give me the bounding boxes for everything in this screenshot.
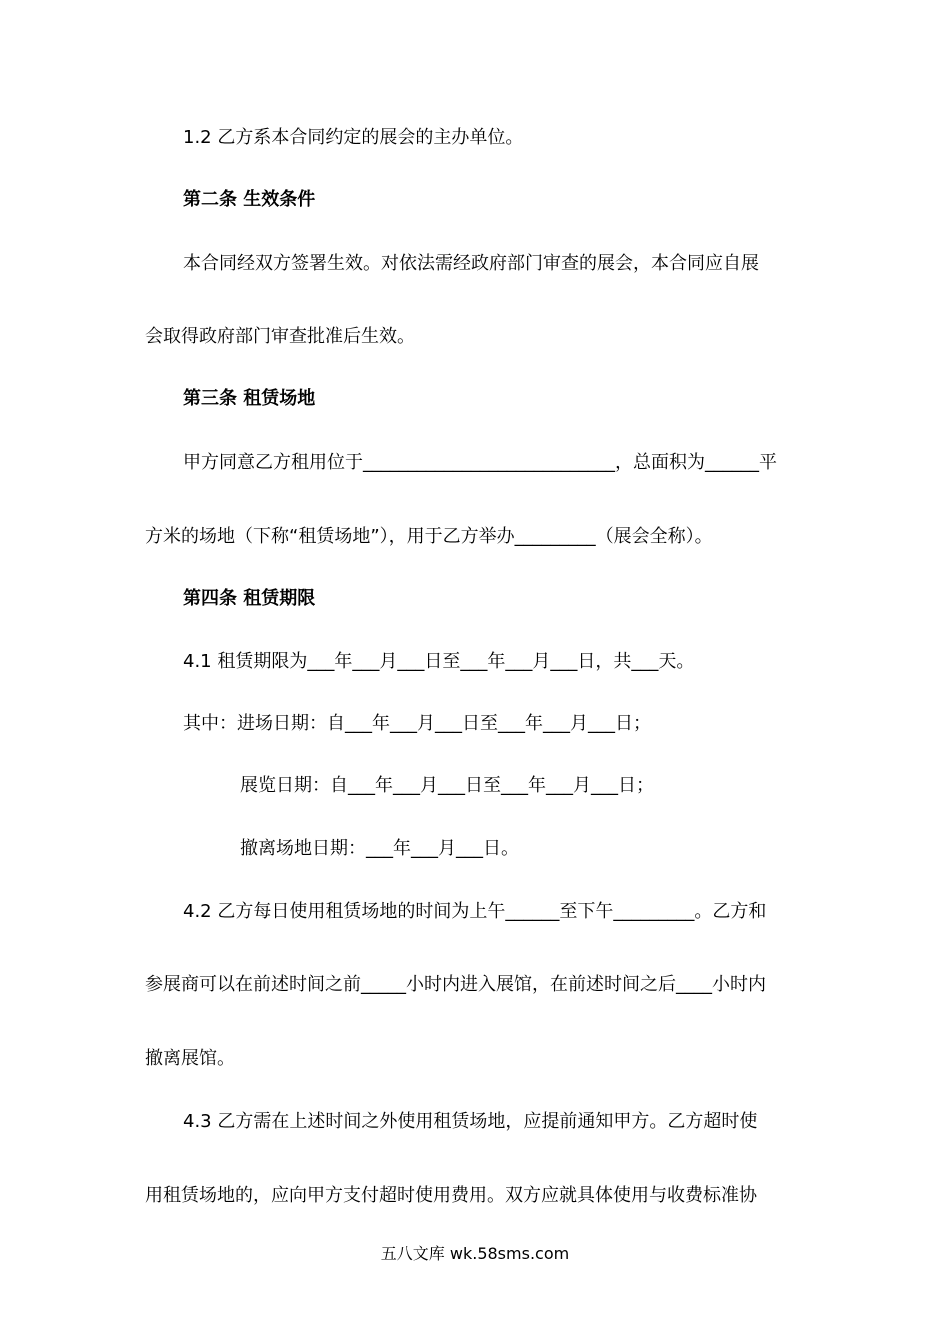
clause-1-2: 1.2 乙方系本合同约定的展会的主办单位。 <box>183 127 524 148</box>
clause-4-3-line-2: 用租赁场地的，应向甲方支付超时使用费用。双方应就具体使用与收费标准协 <box>145 1185 757 1206</box>
article-3-heading: 第三条 租赁场地 <box>183 388 316 409</box>
clause-4-1: 4.1 租赁期限为___年___月___日至___年___月___日，共___天。 <box>183 651 695 672</box>
clause-4-2-line-2: 参展商可以在前述时间之前_____小时内进入展馆，在前述时间之后____小时内 <box>145 974 766 995</box>
clause-4-1-withdrawal-date: 撤离场地日期：___年___月___日。 <box>240 838 519 859</box>
article-2-heading: 第二条 生效条件 <box>183 189 316 210</box>
article-3-text-line-2: 方米的场地（下称“租赁场地”），用于乙方举办_________（展会全称）。 <box>145 526 713 547</box>
clause-4-3-line-1: 4.3 乙方需在上述时间之外使用租赁场地，应提前通知甲方。乙方超时使 <box>183 1111 758 1132</box>
article-3-text-line-1: 甲方同意乙方租用位于____________________________，总面积为______平 <box>183 452 777 473</box>
article-4-heading: 第四条 租赁期限 <box>183 588 316 609</box>
article-2-text-line-2: 会取得政府部门审查批准后生效。 <box>145 326 415 347</box>
article-2-text-line-1: 本合同经双方签署生效。对依法需经政府部门审查的展会，本合同应自展 <box>183 253 759 274</box>
clause-4-1-entry-date: 其中：进场日期：自___年___月___日至___年___月___日； <box>183 713 651 734</box>
clause-4-2-line-1: 4.2 乙方每日使用租赁场地的时间为上午______至下午_________。乙方和 <box>183 901 767 922</box>
footer-watermark: 五八文库 wk.58sms.com <box>380 1244 570 1263</box>
clause-4-1-exhibition-date: 展览日期：自___年___月___日至___年___月___日； <box>240 775 654 796</box>
clause-4-2-line-3: 撤离展馆。 <box>145 1048 235 1069</box>
